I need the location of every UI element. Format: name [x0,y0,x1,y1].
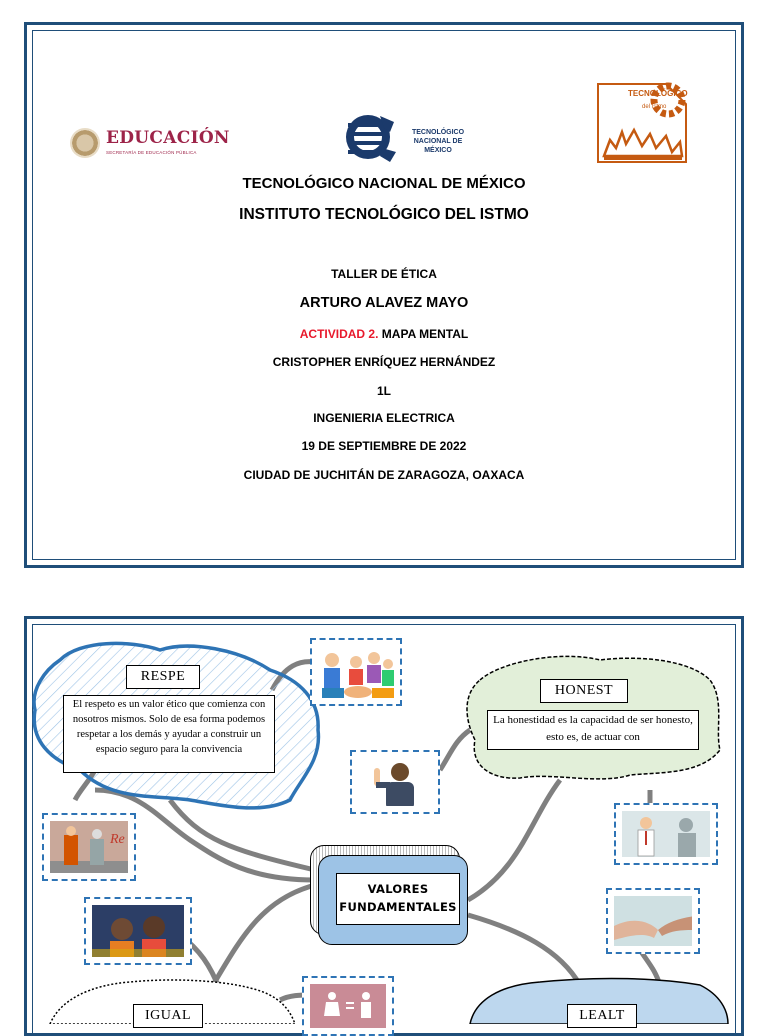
activity-prefix: ACTIVIDAD 2. [299,327,379,341]
student-name: CRISTOPHER ENRÍQUEZ HERNÁNDEZ [272,355,496,369]
document-date: 19 DE SEPTIEMBRE DE 2022 [301,439,467,453]
center-node-label [336,873,460,925]
honestidad-mirror-picture [614,803,718,865]
branch-igualdad [210,885,315,990]
person-oath-icon [358,758,432,806]
education-logo-subtitle: SECRETARÍA DE EDUCACIÓN PÚBLICA [106,150,197,155]
holding-hands-icon [614,896,692,946]
people-street-icon [50,821,128,873]
svg-text:Re: Re [110,832,125,847]
branch-honestidad [468,780,560,900]
ito-logo-subtitle: del Istmo [642,104,667,110]
respeto-handshake-picture [310,638,402,706]
ito-logo-name: TECNOLÓGICO [628,89,688,98]
career-name: INGENIERIA ELECTRICA [313,411,455,425]
institution-name: TECNOLÓGICO NACIONAL DE MÉXICO [242,175,526,192]
respeto-street-picture [42,813,136,881]
igualdad-gender-picture [302,976,394,1036]
children-eating-icon [92,905,184,957]
education-logo-name: EDUCACIÓN [106,128,230,148]
handshake-people-icon [318,646,394,698]
city-name: CIUDAD DE JUCHITÁN DE ZARAGOZA, OAXACA [243,468,525,482]
man-shadow-icon [622,811,710,857]
branch-respeto-inner [170,800,315,870]
center-label-line1: VALORES [367,882,429,896]
branch-lealtad [468,915,580,985]
lealtad-label: LEALT [567,1004,637,1028]
institute-name: INSTITUTO TECNOLÓGICO DEL ISTMO [239,206,529,223]
teacher-name: ARTURO ALAVEZ MAYO [299,295,469,311]
activity-name: MAPA MENTAL [378,327,469,341]
tecnm-logo-line1: TECNOLÓGICO [411,129,465,136]
igualdad-label: IGUAL [133,1004,203,1028]
honestidad-text: La honestidad es la capacidad de ser honesto, esto es, de actuar con [487,710,699,750]
lealtad-hands-picture [606,888,700,954]
gender-equality-icon [310,984,386,1028]
group-name: 1L [376,384,391,398]
course-name: TALLER DE ÉTICA [331,267,437,281]
branch-honestidad-photo [440,730,470,770]
igualdad-children-picture [84,897,192,965]
tecnm-logo-line2: NACIONAL DE MÉXICO [413,138,463,154]
respeto-text: El respeto es un valor ético que comienza con nosotros mismos. Solo de esa forma podemos respetar a los demás y ayudar a construir un espacio seguro para la convivencia [63,695,275,773]
honestidad-label: HONEST [540,679,628,703]
center-label-line2: FUNDAMENTALES [339,900,457,914]
honestidad-person-picture [350,750,440,814]
respeto-label: RESPE [126,665,200,689]
